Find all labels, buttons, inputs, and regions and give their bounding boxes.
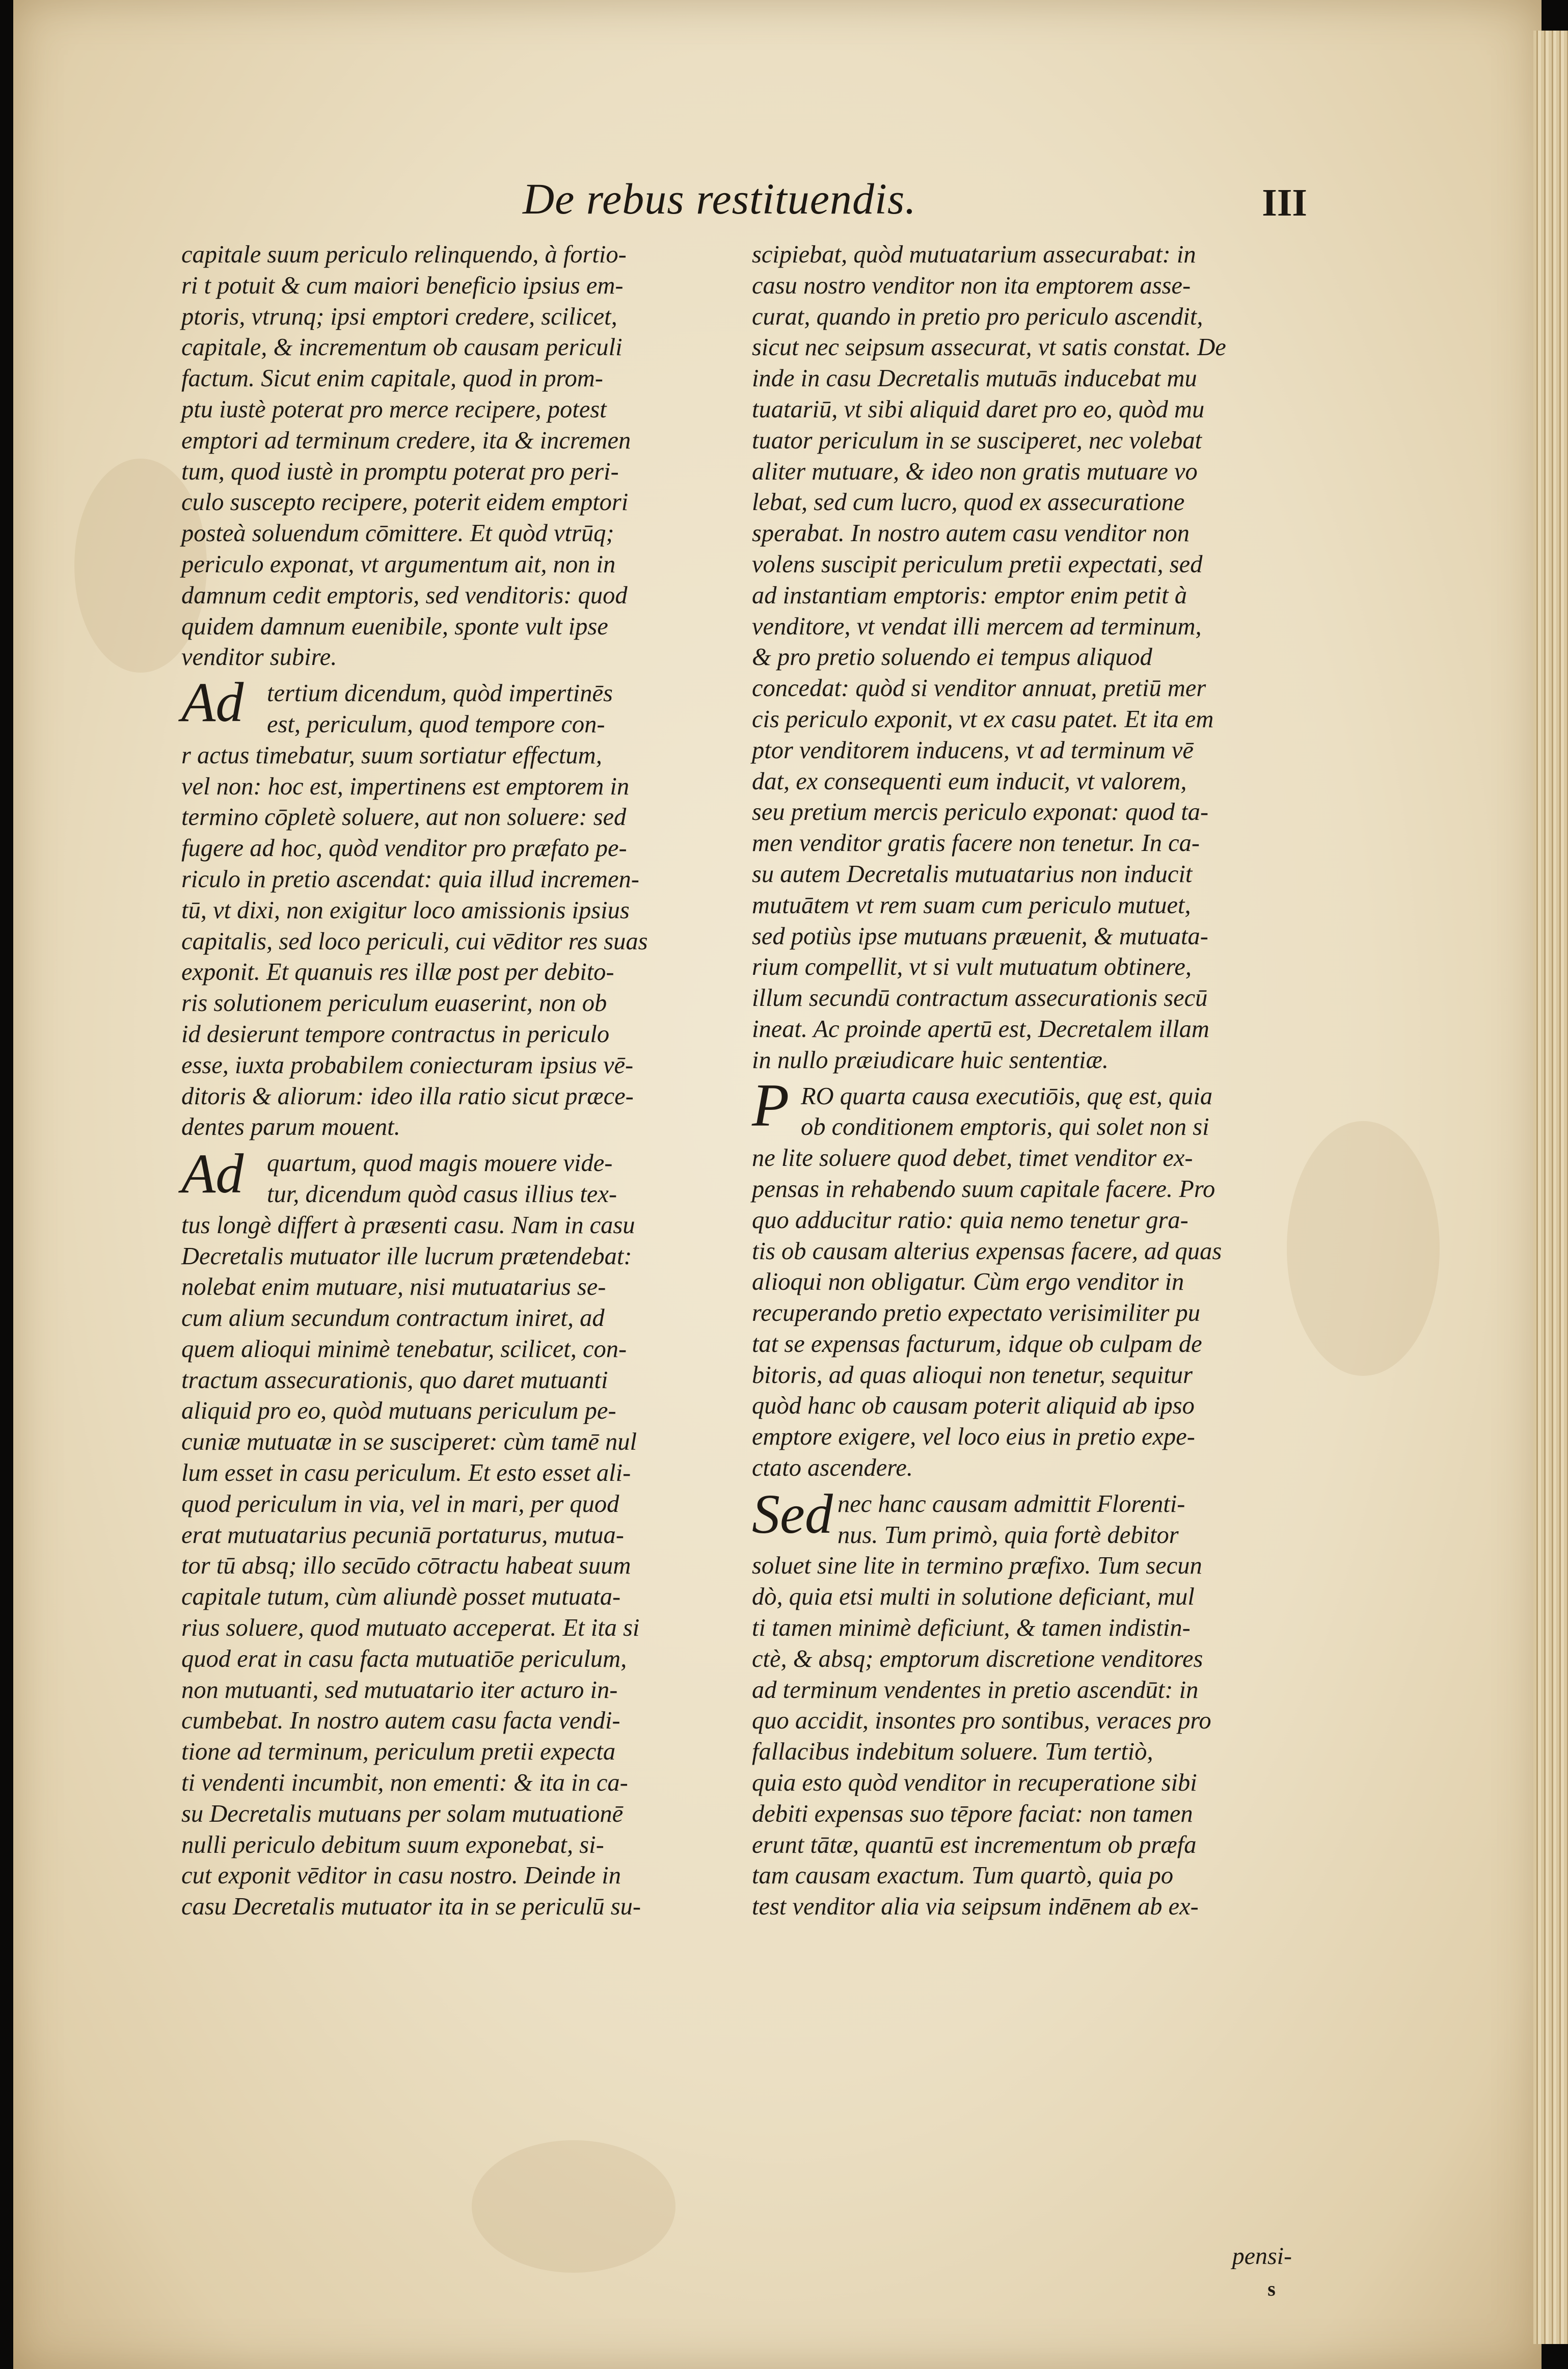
text-line: riculo in pretio ascendat: quia illud incremen- [181,865,639,893]
text-line: tis ob causam alterius expensas facere, ad quas [752,1237,1222,1265]
text-line: fallacibus indebitum soluere. Tum tertiò, [752,1738,1153,1766]
book-page [13,0,1542,2369]
text-line: cut exponit vēditor in casu nostro. Deinde in [181,1862,621,1889]
text-line: quod periculum in via, vel in mari, per quod [181,1490,619,1518]
text-line: dentes parum mouent. [181,1113,400,1141]
text-line: vel non: hoc est, impertinens est emptorem in [181,773,630,800]
text-line: ineat. Ac proinde apertū est, Decretalem illam [752,1015,1209,1043]
text-line: inde in casu Decretalis mutuās inducebat mu [752,365,1197,392]
text-line: ptu iustè poterat pro merce recipere, potest [181,395,607,423]
paragraph [752,1112,1282,1484]
text-line: ctè, & absq; emptorum discretione venditores [752,1645,1203,1672]
catchword: pensi- [1232,2243,1292,2270]
text-line: cumbebat. In nostro autem casu facta vendi- [181,1707,620,1735]
text-line: capitalis, sed loco periculi, cui vēditor res suas [181,927,648,955]
text-line: tū, vt dixi, non exigitur loco amissionis ipsius [181,896,630,924]
text-line: ne lite soluere quod debet, timet venditor ex- [752,1144,1193,1172]
text-line: mutuātem vt rem suam cum periculo mutuet, [752,891,1191,919]
text-line: ptoris, vtrunq; ipsi emptori credere, scilicet, [181,303,617,330]
initial-capital: P [752,1071,790,1139]
text-line: tertium dicendum, quòd impertinēs [267,680,613,707]
text-line: erat mutuatarius pecuniā portaturus, mutua- [181,1521,624,1549]
text-line: su autem Decretalis mutuatarius non inducit [752,860,1193,888]
text-line: esse, iuxta probabilem coniecturam ipsius vē- [181,1051,634,1079]
text-line: posteà soluendum cōmittere. Et quòd vtrūq; [181,520,614,547]
text-line: su Decretalis mutuans per solam mutuationē [181,1800,624,1827]
text-line: ptor venditorem inducens, vt ad terminum vē [752,736,1194,764]
text-line: seu pretium mercis periculo exponat: quod ta- [752,798,1209,826]
text-line: fugere ad hoc, quòd venditor pro præfato pe- [181,835,627,862]
text-line: cis periculo exponit, vt ex casu patet. Et ita em [752,705,1214,733]
text-line: concedat: quòd si venditor annuat, pretiū mer [752,675,1206,702]
text-line: r actus timebatur, suum sortiatur effectum, [181,741,602,769]
text-line: casu Decretalis mutuator ita in se periculū su- [181,1893,641,1921]
text-line: illum secundū contractum assecurationis secū [752,984,1208,1012]
text-line: nulli periculo debitum suum exponebat, si- [181,1831,604,1858]
text-line: & pro pretio soluendo ei tempus aliquod [752,644,1152,671]
text-line: nus. Tum primò, quia fortè debitor [837,1521,1179,1549]
text-line: in nullo præiudicare huic sententiæ. [752,1046,1109,1074]
text-line: ob conditionem emptoris, qui solet non si [801,1113,1209,1141]
signature-mark: s [1267,2277,1276,2300]
text-line: soluet sine lite in termino præfixo. Tum secun [752,1552,1202,1580]
text-line: dò, quia etsi multi in solutione deficiant, mul [752,1583,1195,1611]
text-line: tuatariū, vt sibi aliquid daret pro eo, quòd mu [752,395,1205,423]
running-head: De rebus restituendis. [523,174,916,223]
left-column [181,239,711,1923]
text-line: tam causam exactum. Tum quartò, quia po [752,1862,1174,1889]
text-line: ri t potuit & cum maiori beneficio ipsius em- [181,272,624,299]
text-line: capitale tutum, cùm aliundè posset mutuata- [181,1583,621,1611]
text-line: aliter mutuare, & ideo non gratis mutuare vo [752,458,1198,485]
text-line: quo accidit, insontes pro sontibus, veraces pro [752,1707,1211,1735]
text-line: cuniæ mutuatæ in se susciperet: cùm tamē nul [181,1428,637,1456]
initial-capital: Ad [181,1142,244,1205]
text-line: recuperando pretio expectato verisimiliter pu [752,1299,1200,1327]
text-line: test venditor alia via seipsum indēnem ab ex- [752,1893,1199,1921]
text-line: sperabat. In nostro autem casu venditor non [752,520,1190,547]
foxing-stain [472,2140,675,2273]
text-line: damnum cedit emptoris, sed venditoris: quod [181,581,628,609]
text-line: nolebat enim mutuare, nisi mutuatarius se- [181,1273,606,1301]
text-line: debiti expensas suo tēpore faciat: non tamen [752,1800,1193,1827]
page-edges [1533,31,1568,2344]
text-line: tur, dicendum quòd casus illius tex- [267,1180,617,1208]
foxing-stain [1287,1121,1440,1376]
text-line: ti tamen minimè deficiunt, & tamen indistin- [752,1614,1191,1642]
folio-number: III [1262,181,1307,224]
text-line: bitoris, ad quas alioqui non tenetur, sequitur [752,1361,1193,1389]
text-line: cum alium secundum contractum iniret, ad [181,1305,605,1332]
text-line: quo adducitur ratio: quia nemo tenetur gra- [752,1206,1188,1234]
text-line: tractum assecurationis, quo daret mutuanti [181,1366,608,1394]
text-line: volens suscipit periculum pretii expectati, sed [752,550,1203,578]
text-line: tione ad terminum, periculum pretii expecta [181,1738,616,1766]
text-line: quòd hanc ob causam poterit aliquid ab ipso [752,1392,1195,1420]
text-line: quia esto quòd venditor in recuperatione sibi [752,1769,1197,1797]
text-line: est, periculum, quod tempore con- [267,710,605,738]
initial-capital: Ad [181,671,244,734]
text-line: ris solutionem periculum euaserint, non ob [181,990,607,1017]
initial-capital: Sed [752,1483,833,1546]
text-line: non mutuanti, sed mutuatario iter acturo in- [181,1676,618,1703]
paragraph-gap [752,1076,1282,1081]
text-line: alioqui non obligatur. Cùm ergo venditor in [752,1268,1184,1296]
text-line: periculo exponat, vt argumentum ait, non in [181,550,616,578]
text-line: erunt tātæ, quantū est incrementum ob præfa [752,1831,1197,1858]
text-line: ti vendenti incumbit, non ementi: & ita in ca- [181,1769,628,1797]
text-line: ditoris & aliorum: ideo illa ratio sicut præce- [181,1082,634,1110]
text-line: ad instantiam emptoris: emptor enim petit à [752,581,1187,609]
text-line: scipiebat, quòd mutuatarium assecurabat: in [752,241,1196,268]
text-line: capitale suum periculo relinquendo, à fortio- [181,241,627,268]
text-line: ad terminum vendentes in pretio ascendūt: in [752,1676,1199,1703]
text-line: lebat, sed cum lucro, quod ex assecuratione [752,489,1185,516]
text-line: venditore, vt vendat illi mercem ad terminum, [752,613,1202,640]
text-line: emptori ad terminum credere, ita & incremen [181,427,631,454]
text-line: nec hanc causam admittit Florenti- [837,1490,1185,1518]
text-line: quidem damnum euenibile, sponte vult ipse [181,613,608,640]
text-line: factum. Sicut enim capitale, quod in prom- [181,365,603,392]
text-line: termino cōpletè soluere, aut non soluere: sed [181,804,627,831]
text-line: capitale, & incrementum ob causam periculi [181,334,623,361]
text-line: tor tū absq; illo secūdo cōtractu habeat suum [181,1552,631,1580]
text-line: exponit. Et quanuis res illæ post per debito- [181,959,614,986]
text-line: id desierunt tempore contractus in periculo [181,1020,610,1048]
text-line: Decretalis mutuator ille lucrum prætendebat: [181,1242,632,1270]
text-line: rium compellit, vt si vult mutuatum obtinere, [752,953,1192,981]
text-line: tat se expensas facturum, idque ob culpam de [752,1330,1202,1357]
paragraph-gap [181,1143,711,1148]
text-line: men venditor gratis facere non tenetur. In ca- [752,830,1200,857]
text-line: ctato ascendere. [752,1454,913,1482]
text-line: tum, quod iustè in promptu poterat pro peri- [181,458,619,485]
text-line: rius soluere, quod mutuato acceperat. Et ita si [181,1614,640,1642]
text-line: quod erat in casu facta mutuatiōe periculum, [181,1645,627,1672]
text-line: sicut nec seipsum assecurat, vt satis constat. De [752,334,1226,361]
text-line: venditor subire. [181,644,337,671]
text-line: emptore exigere, vel loco eius in pretio expe- [752,1423,1195,1451]
text-line: dat, ex consequenti eum inducit, vt valorem, [752,767,1187,795]
text-line: RO quarta causa executiōis, quę est, quia [801,1082,1213,1110]
text-line: tus longè differt à præsenti casu. Nam in casu [181,1211,635,1239]
text-line: quartum, quod magis mouere vide- [267,1150,613,1177]
text-line: culo suscepto recipere, poterit eidem emptori [181,489,629,516]
text-line: curat, quando in pretio pro periculo ascendit, [752,303,1203,330]
text-line: sed potiùs ipse mutuans præuenit, & mutuata- [752,922,1208,950]
text-line: pensas in rehabendo suum capitale facere. Pro [752,1175,1215,1203]
text-line: casu nostro venditor non ita emptorem asse- [752,272,1191,299]
right-column [752,239,1282,1923]
text-line: quem alioqui minimè tenebatur, scilicet, con- [181,1335,627,1363]
text-line: lum esset in casu periculum. Et esto esset ali- [181,1459,631,1487]
text-line: tuator periculum in se susciperet, nec volebat [752,427,1202,454]
text-line: aliquid pro eo, quòd mutuans periculum pe- [181,1397,616,1425]
paragraph-gap [181,673,711,678]
